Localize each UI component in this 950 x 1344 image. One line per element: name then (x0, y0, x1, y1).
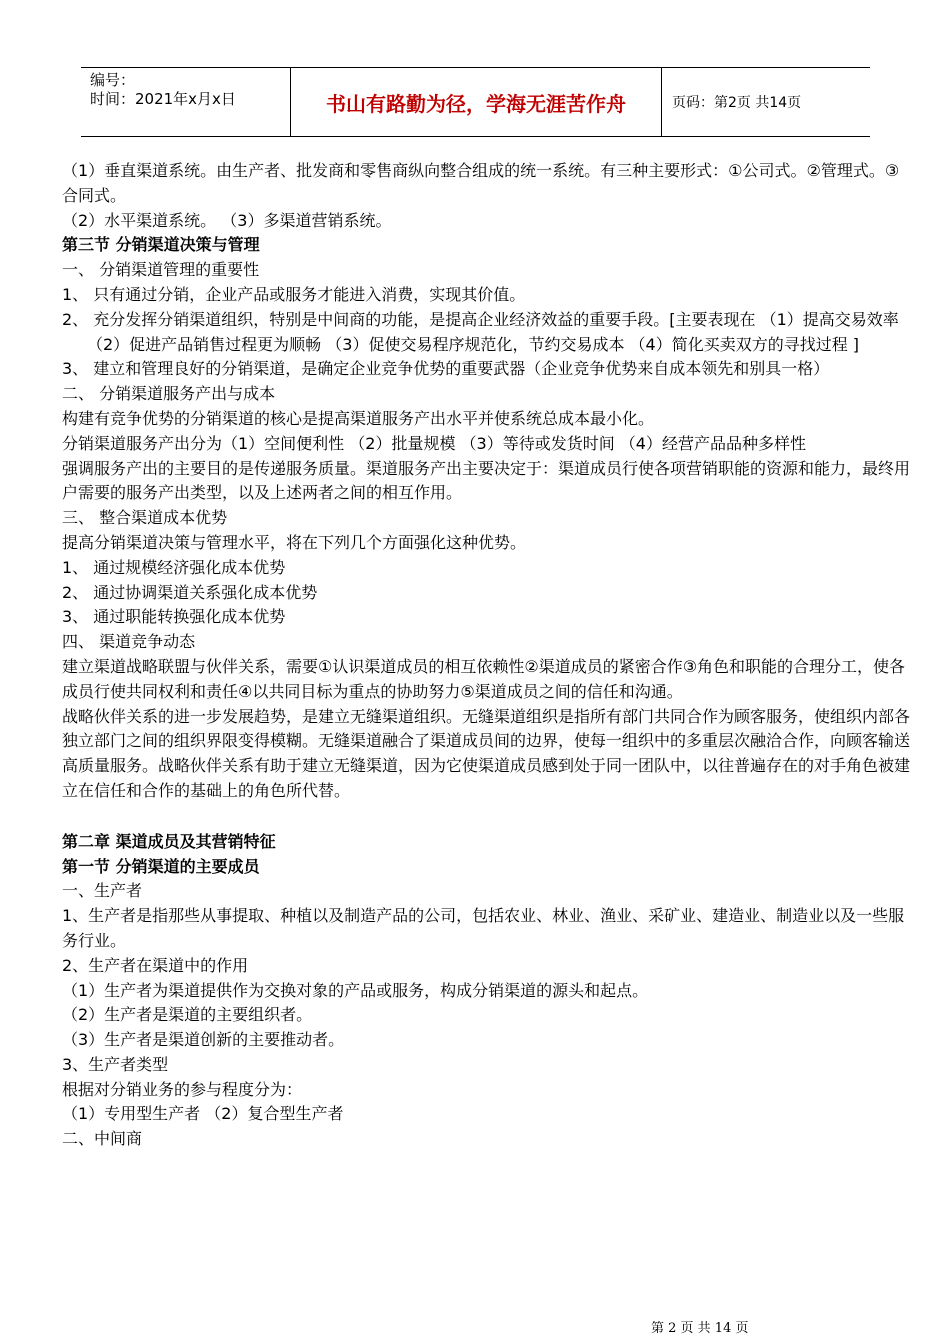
paragraph: 1、生产者是指那些从事提取、种植以及制造产品的公司，包括农业、林业、渔业、采矿业、建造业、制造业以及一些服务行业。 (62, 906, 905, 950)
blank-line (62, 804, 912, 830)
subsection-heading: 三、 整合渠道成本优势 (62, 508, 228, 528)
paragraph: 建立渠道战略联盟与伙伴关系，需要①认识渠道成员的相互依赖性②渠道成员的紧密合作③角色和职能的合理分工，使各成员行使共同权利和责任④以共同目标为重点的协助努力⑤渠道成员之间的信任和沟通。 (62, 656, 906, 701)
document-body (62, 159, 912, 1152)
header-meta-cell (81, 68, 290, 136)
chapter-heading: 第二章 渠道成员及其营销特征 (62, 831, 276, 851)
subsection-heading: 四、 渠道竞争动态 (62, 632, 196, 652)
paragraph: （1）垂直渠道系统。由生产者、批发商和零售商纵向整合组成的统一系统。有三种主要形式：①公司式。②管理式。③合同式。 (62, 161, 900, 205)
subsection-heading: 一、生产者 (62, 881, 143, 901)
paragraph: 战略伙伴关系的进一步发展趋势，是建立无缝渠道组织。无缝渠道组织是指所有部门共同合作为顾客服务，使组织内部各独立部门之间的组织界限变得模糊。无缝渠道融合了渠道成员间的边界，使每一组织中的多重层次融洽合作，向顾客输送高质量服务。战略伙伴关系有助于建立无缝渠道，因为它使渠道成员感到处于同一团队中，以往普遍存在的对手角色被建立在信任和合作的基础上的角色所代替。 (62, 706, 911, 800)
list-item: 3、 通过职能转换强化成本优势 (62, 607, 286, 627)
subsection-heading: 二、 分销渠道服务产出与成本 (62, 384, 276, 404)
section-heading: 第一节 分销渠道的主要成员 (62, 856, 260, 876)
paragraph: 强调服务产出的主要目的是传递服务质量。渠道服务产出主要决定于：渠道成员行使各项营销职能的资源和能力，最终用户需要的服务产出类型，以及上述两者之间的相互作用。 (62, 458, 911, 503)
header-page-code: 页码：第2页 共14页 (672, 95, 802, 111)
paragraph: 3、生产者类型 (62, 1054, 169, 1074)
list-item: 2、 充分发挥分销渠道组织，特别是中间商的功能，是提高企业经济效益的重要手段。[主要表现在 （1）提高交易效率 （2）促进产品销售过程更为顺畅 （3）促使交易程序规范化，节约交易成本 （4）简化买卖双方的寻找过程 ] (62, 309, 899, 354)
list-item: 3、 建立和管理良好的分销渠道，是确定企业竞争优势的重要武器（企业竞争优势来自成本领先和别具一格） (62, 359, 830, 379)
paragraph: 根据对分销业务的参与程度分为： (62, 1079, 303, 1099)
list-item: 2、 通过协调渠道关系强化成本优势 (62, 582, 318, 602)
paragraph: （2）水平渠道系统。 （3）多渠道营销系统。 (62, 210, 392, 230)
header-motto: 书山有路勤为径，学海无涯苦作舟 (290, 68, 662, 136)
list-item: （1）生产者为渠道提供作为交换对象的产品或服务，构成分销渠道的源头和起点。 (62, 980, 649, 1000)
paragraph: 分销渠道服务产出分为（1）空间便利性 （2）批量规模 （3）等待或发货时间 （4）经营产品品种多样性 (62, 433, 806, 453)
paragraph: 构建有竞争优势的分销渠道的核心是提高渠道服务产出水平并使系统总成本最小化。 (62, 408, 655, 428)
list-item: 1、 只有通过分销，企业产品或服务才能进入消费，实现其价值。 (62, 284, 526, 304)
list-item: （3）生产者是渠道创新的主要推动者。 (62, 1030, 345, 1050)
time-label: 时间：2021年x月x日 (90, 90, 236, 108)
list-item: （2）生产者是渠道的主要组织者。 (62, 1005, 313, 1025)
list-item: （1）专用型生产者 （2）复合型生产者 (62, 1104, 344, 1124)
page-footer: 第 2 页 共 14 页 (651, 1321, 749, 1336)
paragraph: 2、生产者在渠道中的作用 (62, 955, 249, 975)
list-item: 1、 通过规模经济强化成本优势 (62, 557, 286, 577)
number-label: 编号： (90, 71, 136, 89)
subsection-heading: 二、中间商 (62, 1129, 143, 1149)
subsection-heading: 一、 分销渠道管理的重要性 (62, 260, 260, 280)
section-heading: 第三节 分销渠道决策与管理 (62, 235, 260, 255)
paragraph: 提高分销渠道决策与管理水平，将在下列几个方面强化这种优势。 (62, 532, 527, 552)
header-table (81, 67, 870, 137)
